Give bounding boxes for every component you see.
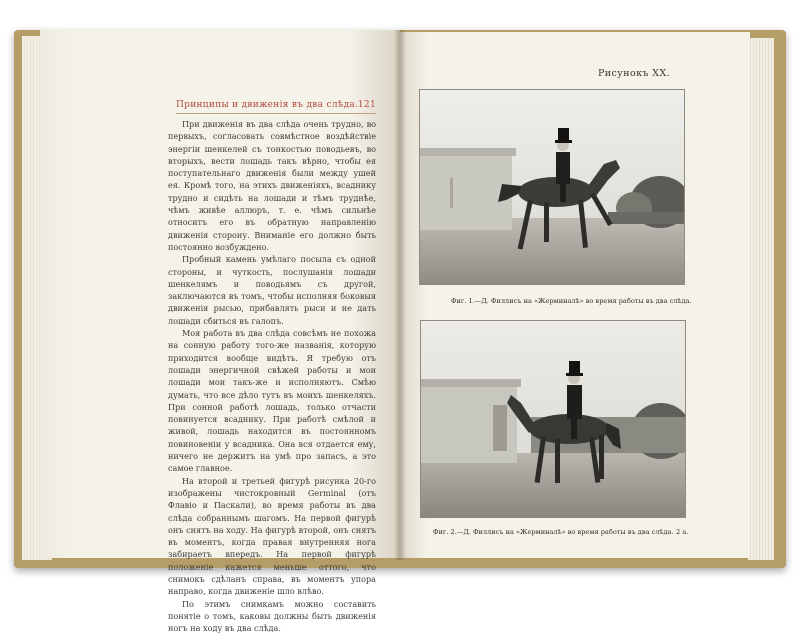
book-gutter xyxy=(394,30,406,560)
signature-mark: 2 а. xyxy=(676,528,689,536)
photo-2-image xyxy=(421,321,685,517)
page-edges-right xyxy=(748,38,774,560)
paragraph: Моя работа въ два слѣда совсѣмъ не похожа на сонную работу того-же названія, которую приходится вообще видѣть. Я требую отъ лошади энергичной свѣжей работы и мои лошади мои такъ-же и исполняютъ. Смѣю думать, что все дѣло тутъ въ моихъ шенкеляхъ. При сонной работѣ лошадь, только отчасти повинуется всаднику. При работѣ смѣлой и живой, лошадь находится въ постоянномъ повиновеніи у всадника. Она вся отдается ему, ничего не держитъ на умѣ про запасъ, а это самое главное. xyxy=(168,328,376,474)
photo-1-image xyxy=(420,90,684,284)
running-head xyxy=(176,100,376,110)
running-head-rule xyxy=(176,113,376,114)
figure-1-caption: Фиг. 1.—Д. Филлисъ на «Жерминалѣ» во время работы въ два слѣда. xyxy=(451,297,692,305)
paragraph: По этимъ снимкамъ можно составить понятіе о томъ, каковы должны быть движенія ногъ на ходу въ два слѣда. xyxy=(168,598,376,634)
paragraph: На второй и третьей фигурѣ рисунка 20-го изображены чистокровный Germinal (отъ Флавіо и Паскали), во время работы въ два слѣда собраннымъ шагомъ. На первой фигурѣ онъ снятъ на ходу. На фигурѣ второй, онъ снятъ въ моментъ, когда правая внутренняя нога забираетъ впередъ. На первой фигурѣ положеніе кажется меньше оттого, что снимокъ сдѣланъ справа, въ моментъ упора направо, когда движеніе шло влѣво. xyxy=(168,475,376,597)
figure-heading: Рисунокъ XX. xyxy=(598,68,671,79)
running-head-title: Принципы и движенія въ два слѣда. xyxy=(176,100,359,110)
figure-2-caption: Фиг. 2.—Д. Филлисъ на «Жерминалѣ» во время работы въ два слѣда. xyxy=(433,528,674,536)
paragraph: При движенія въ два слѣда очень трудно, во первыхъ, согласовать совмѣстное воздѣйствіе энергіи шенкелей съ тонкостью поводьевъ, во вторыхъ, вести лошадь такъ вѣрно, чтобы ея поступательнаго движенія были между ушей ея. Кромѣ того, на этихъ движеніяхъ, всаднику трудно и сидѣть на лошади и тѣмъ труднѣе, чѣмъ живѣе аллюръ, т. е. чѣмъ сильнѣе относитъ его въ обратную направленію движенія сторону. Вниманіе его должно быть постоянно возбуждено. xyxy=(168,119,376,252)
paragraph: Пробный камень умѣлаго посыла съ одной стороны, и чуткость, послушанія лошади шенкелямъ и поводьямъ съ другой, заключаются въ томъ, чтобы исполняя боковыя движенія рысью, прибавлять рыси и не дать лошади сбиться въ галопъ. xyxy=(168,254,376,326)
body-text xyxy=(168,118,376,634)
photo-rider-figure-2 xyxy=(420,320,686,518)
photo-rider-figure-1 xyxy=(419,89,685,285)
page-number: 121 xyxy=(357,100,376,110)
